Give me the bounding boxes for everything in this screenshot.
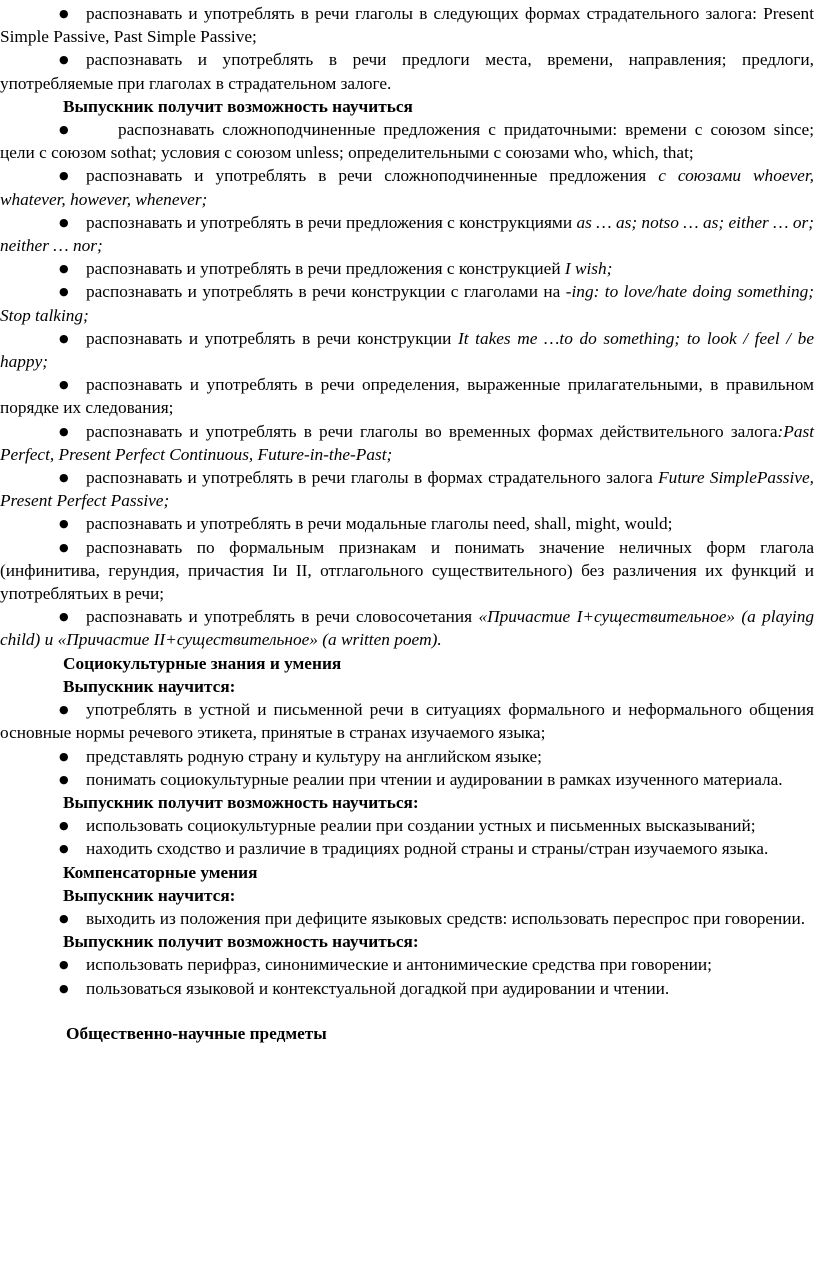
italic-text: с союзами whoever, whatever, however, whenever; [0, 166, 814, 209]
list-item [0, 768, 814, 791]
item-text: распознавать и употреблять в речи предложения с конструкциями [86, 212, 577, 232]
item-text: распознавать и употреблять в речи конструкции [86, 328, 458, 348]
bullet-icon: ● [59, 842, 69, 856]
item-text: распознавать по формальным признакам и понимать значение неличных форм глагола (инфинитива, герундия, причастия Iи II, отглагольного существительного) без различения их функций и употреблятьих в речи; [0, 537, 814, 604]
item-text: распознавать сложноподчиненные предложения с придаточными: времени с союзом since; цели с союзом sothat; условия с союзом unless; определительными с союзами who, which, that; [0, 120, 814, 163]
italic-text: as … as; notso … as; either … or; neither … nor; [0, 212, 814, 256]
list-item [0, 605, 814, 651]
bullet-icon: ● [59, 215, 69, 229]
item-text: распознавать и употреблять в речи словосочетания [86, 607, 479, 627]
item-text: использовать социокультурные реалии при создании устных и письменных высказываний; [86, 816, 756, 836]
list-item [0, 466, 814, 512]
list-item [0, 953, 814, 976]
italic-text: -ing: to love/hate doing something; Stop talking; [0, 282, 815, 325]
item-text: распознавать и употреблять в речи предложения с конструкцией [86, 259, 565, 279]
bullet-icon: ● [59, 7, 69, 20]
list-item [0, 373, 814, 419]
italic-text: Future SimplePassive, Present Perfect Passive; [0, 468, 814, 511]
list-item [0, 698, 814, 744]
section-heading: Выпускник получит возможность научиться: [63, 932, 419, 952]
bullet-icon: ● [59, 703, 69, 717]
list-item [0, 512, 814, 535]
bullet-icon: ● [59, 123, 69, 137]
item-text: распознавать и употреблять в речи сложноподчиненные предложения [86, 166, 659, 186]
item-text: распознавать и употреблять в речи определения, выраженные прилагательными, в правильном порядке их следования; [0, 375, 814, 418]
bullet-icon: ● [59, 471, 69, 485]
bullet-icon: ● [59, 911, 69, 925]
section-heading: Общественно-научные предметы [66, 1023, 327, 1043]
item-text: распознавать и употреблять в речи глаголы в формах страдательного залога [86, 468, 659, 488]
item-text: использовать перифраз, синонимические и антонимические средства при говорении; [86, 955, 712, 975]
item-text: распознавать и употреблять в речи предлоги места, времени, направления; предлоги, употребляемые при глаголах в страдательном залоге. [0, 50, 814, 93]
list-item [0, 814, 814, 837]
bullet-icon: ● [59, 772, 69, 786]
list-item [0, 837, 814, 860]
italic-text: It takes me …to do something; to look / feel / be happy; [0, 328, 814, 372]
list-item [0, 118, 814, 164]
list-item [0, 211, 814, 257]
list-item [0, 536, 814, 606]
list-item [0, 48, 814, 94]
bullet-icon: ● [59, 331, 69, 345]
section-heading: Выпускник научится: [63, 885, 236, 905]
bullet-icon: ● [59, 378, 69, 392]
bullet-icon: ● [59, 285, 69, 299]
bullet-icon: ● [59, 169, 69, 183]
section-heading: Социокультурные знания и умения [63, 653, 342, 673]
list-item [0, 164, 814, 210]
list-item [0, 977, 814, 1000]
item-text: распознавать и употреблять в речи модальные глаголы need, shall, might, would; [86, 514, 673, 534]
bullet-icon: ● [59, 749, 69, 763]
bullet-icon: ● [59, 424, 69, 438]
italic-text: I wish; [564, 259, 613, 279]
item-text: распознавать и употреблять в речи конструкции с глаголами на [86, 282, 566, 302]
list-item [0, 257, 814, 280]
bullet-icon: ● [59, 540, 69, 554]
bullet-icon: ● [59, 610, 69, 624]
bullet-icon: ● [59, 262, 69, 276]
list-item [0, 280, 814, 326]
item-text: выходить из положения при дефиците языковых средств: использовать переспрос при говорении. [86, 908, 806, 928]
bullet-icon: ● [59, 53, 69, 67]
item-text: распознавать и употреблять в речи глаголы во временных формах действительного залога [86, 421, 778, 441]
item-text: представлять родную страну и культуру на английском языке; [86, 746, 542, 766]
item-text: понимать социокультурные реалии при чтении и аудировании в рамках изученного материала. [86, 769, 783, 789]
list-item [0, 420, 814, 466]
section-heading: Компенсаторные умения [63, 862, 258, 882]
item-text: употреблять в устной и письменной речи в ситуациях формального и неформального общения основные нормы речевого этикета, принятые в странах изучаемого языка; [0, 700, 814, 743]
list-item [0, 745, 814, 768]
list-item [0, 2, 814, 48]
section-heading: Выпускник научится: [63, 676, 236, 696]
item-text: пользоваться языковой и контекстуальной догадкой при аудировании и чтении. [86, 978, 670, 998]
section-heading: Выпускник получит возможность научиться [63, 96, 413, 116]
section-heading: Выпускник получит возможность научиться: [63, 792, 419, 812]
italic-text: «Причастие I+существительное» (a playing child) и «Причастие II+существительное» (a written poem). [0, 607, 815, 650]
bullet-icon: ● [59, 981, 69, 995]
bullet-icon: ● [59, 819, 69, 833]
bullet-icon: ● [59, 517, 69, 531]
list-item [0, 907, 814, 930]
item-text: распознавать и употреблять в речи глаголы в следующих формах страдательного залога: Present Simple Passive, Past Simple Passive; [0, 4, 814, 47]
bullet-icon: ● [59, 958, 69, 972]
list-item [0, 327, 814, 373]
item-text: находить сходство и различие в традициях родной страны и страны/стран изучаемого языка. [86, 839, 769, 859]
italic-text: :Past Perfect, Present Perfect Continuous, Future-in-the-Past; [0, 421, 814, 464]
